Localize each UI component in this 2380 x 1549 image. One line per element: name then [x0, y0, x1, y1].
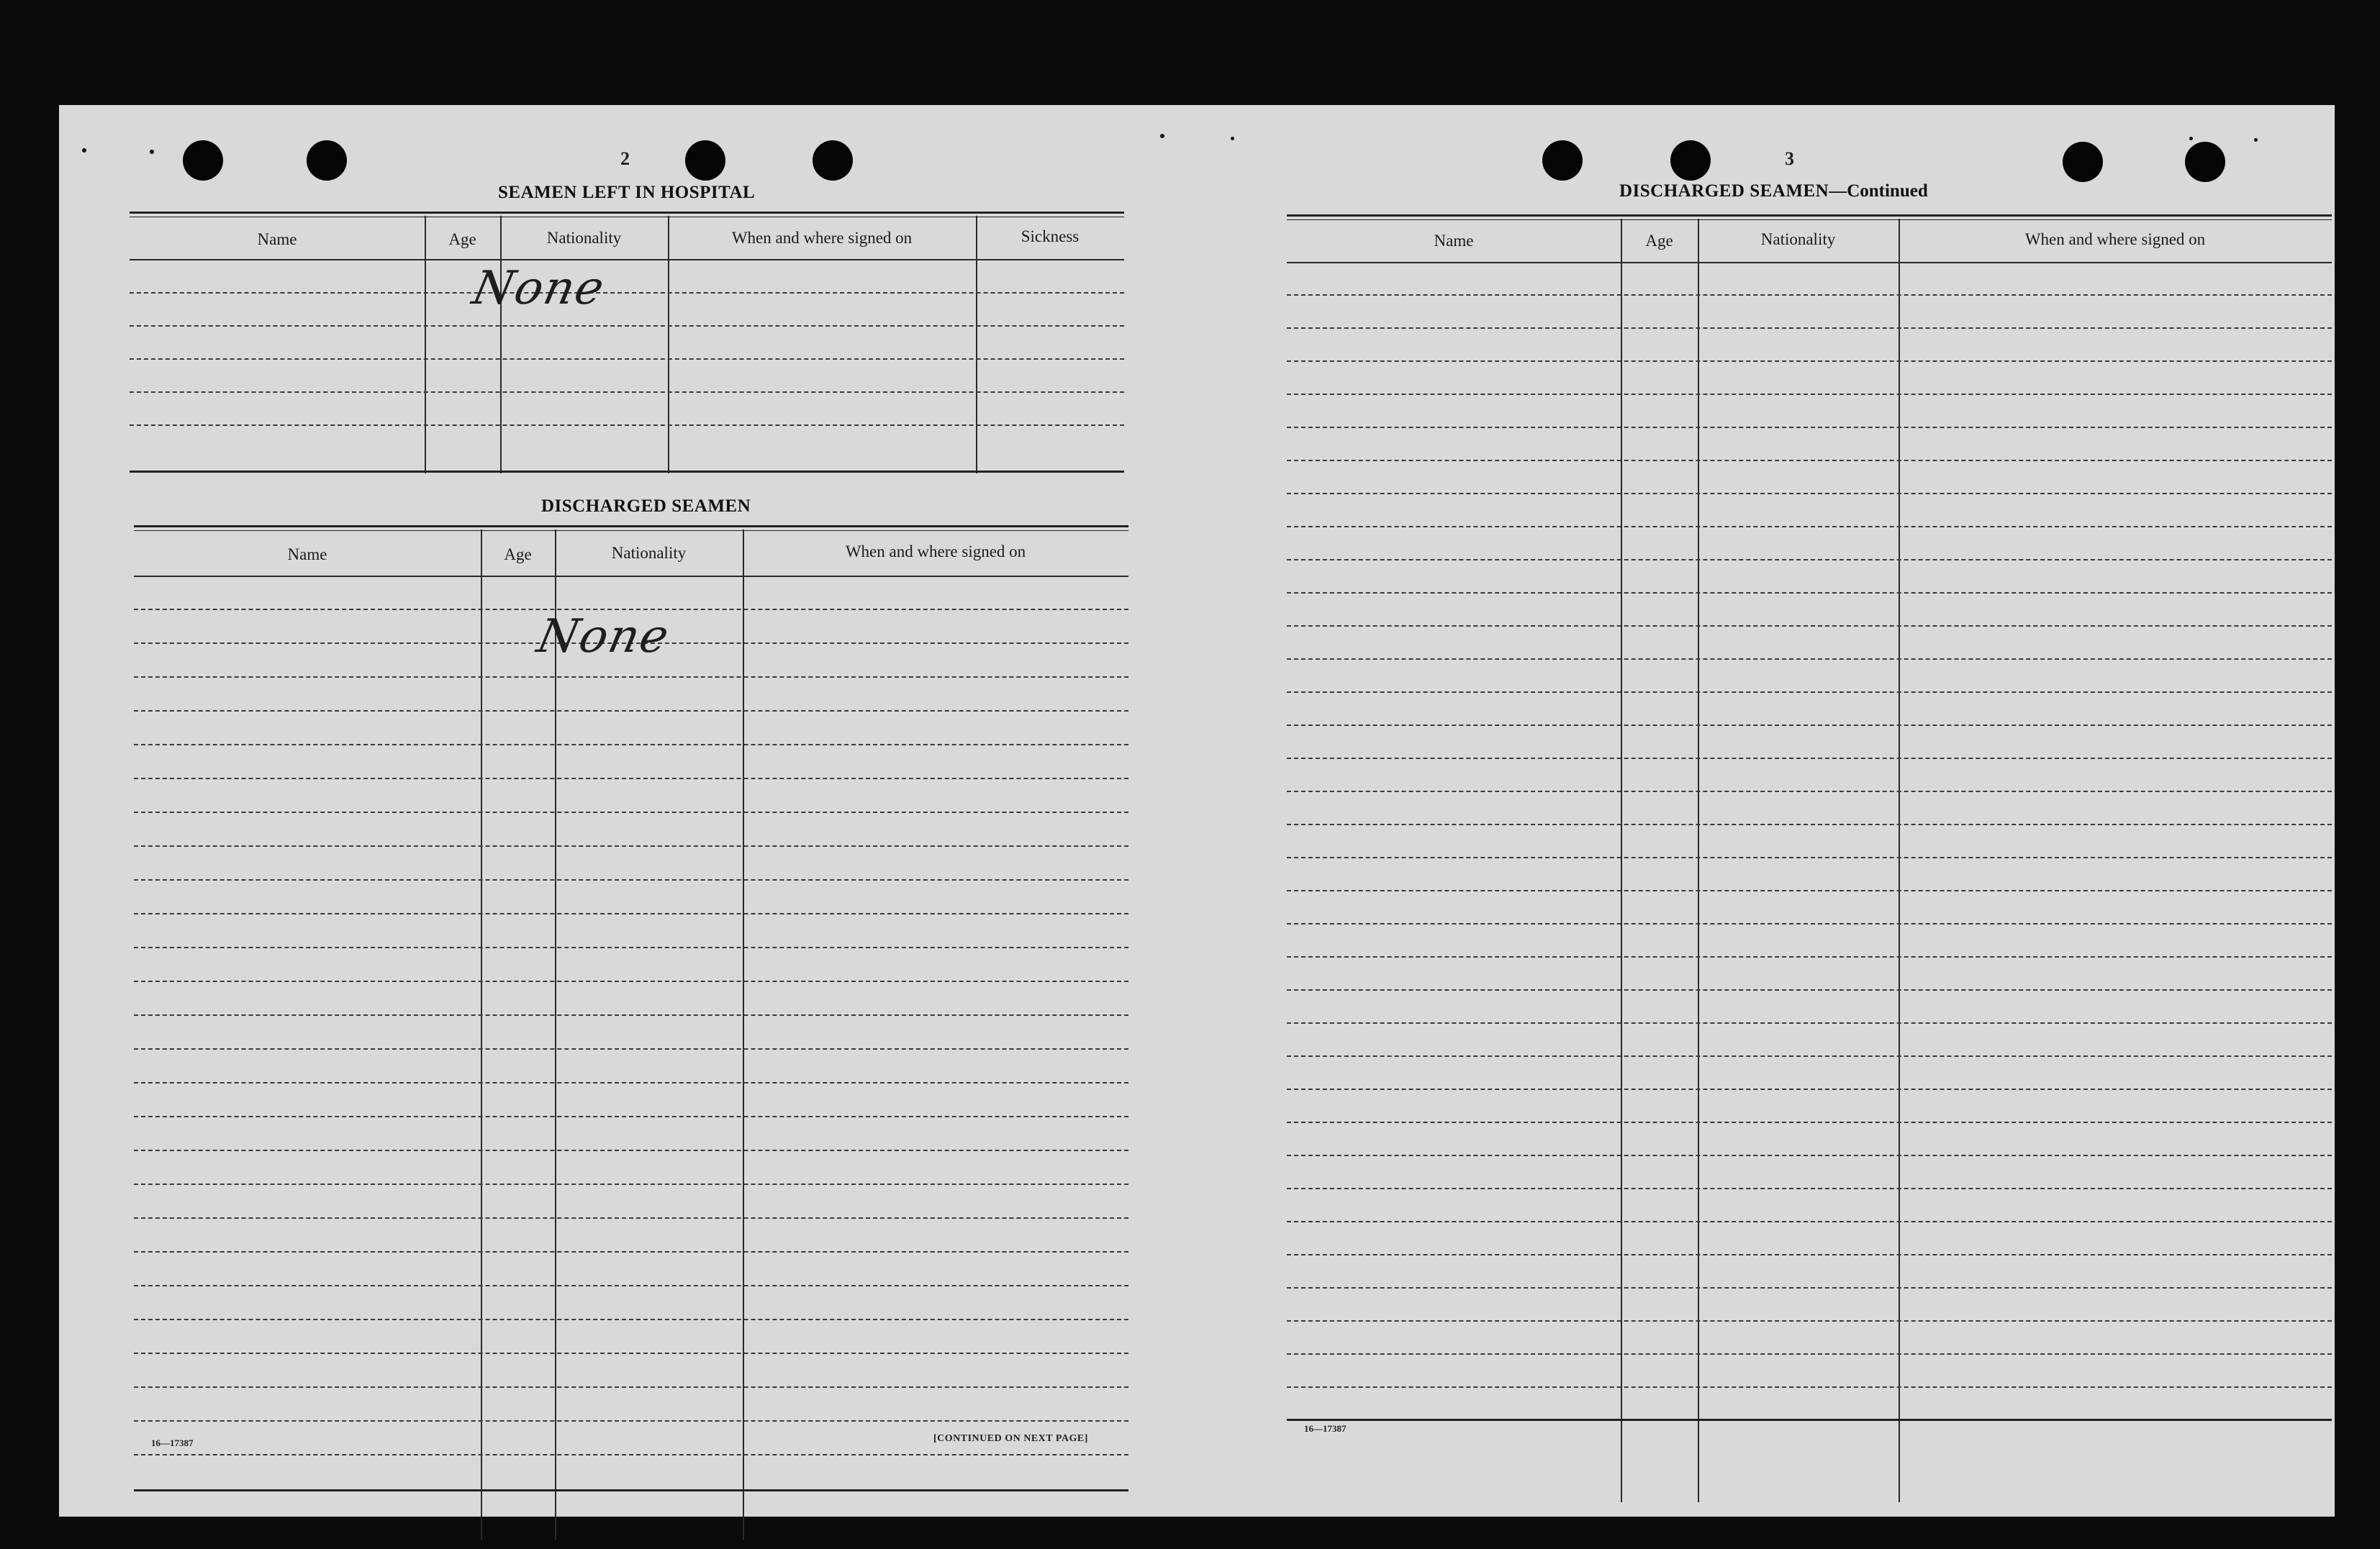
speck — [2189, 137, 2193, 140]
handwritten-none: None — [468, 262, 610, 315]
punch-hole — [1670, 140, 1711, 181]
punch-hole — [813, 140, 853, 181]
form-sheet — [59, 105, 2335, 1517]
punch-hole — [183, 140, 223, 181]
discharged-continued-table — [1287, 214, 2332, 1502]
col-header-age: Age — [448, 230, 476, 248]
hospital-table — [130, 212, 1124, 473]
speck — [1160, 134, 1164, 138]
speck — [2254, 138, 2258, 142]
punch-hole — [1542, 140, 1583, 181]
col-header-name: Name — [257, 230, 297, 248]
col-header-name: Name — [287, 545, 327, 563]
discharged-title-text: DISCHARGED SEAMEN — [1619, 181, 1829, 201]
discharged-section-title: DISCHARGED SEAMEN — [541, 496, 751, 516]
col-header-signed-on: When and where signed on — [731, 229, 913, 247]
speck — [82, 148, 86, 153]
form-code-right: 16—17387 — [1304, 1423, 1347, 1434]
discharged-continued-title — [1619, 181, 1928, 201]
page-number-left: 2 — [620, 148, 630, 169]
col-header-nationality: Nationality — [1760, 230, 1836, 248]
punch-hole — [307, 140, 347, 181]
punch-hole — [685, 140, 725, 181]
col-header-nationality: Nationality — [546, 229, 622, 247]
discharged-table — [134, 525, 1128, 1540]
col-header-name: Name — [1434, 232, 1474, 250]
punch-hole — [2063, 142, 2103, 182]
speck — [1231, 137, 1234, 140]
col-header-age: Age — [504, 545, 532, 563]
handwritten-none: None — [533, 610, 675, 663]
col-header-age: Age — [1645, 232, 1673, 250]
col-header-signed-on: When and where signed on — [845, 542, 1026, 560]
speck — [150, 150, 154, 154]
form-code-left: 16—17387 — [151, 1437, 194, 1448]
col-header-sickness: Sickness — [1021, 227, 1080, 245]
continued-suffix: —Continued — [1829, 181, 1928, 201]
hospital-section-title: SEAMEN LEFT IN HOSPITAL — [498, 183, 756, 202]
continued-note: [CONTINUED ON NEXT PAGE] — [933, 1433, 1088, 1444]
col-header-signed-on: When and where signed on — [2024, 230, 2206, 248]
page-number-right: 3 — [1785, 148, 1794, 169]
col-header-nationality: Nationality — [611, 544, 687, 562]
punch-hole — [2185, 142, 2225, 182]
